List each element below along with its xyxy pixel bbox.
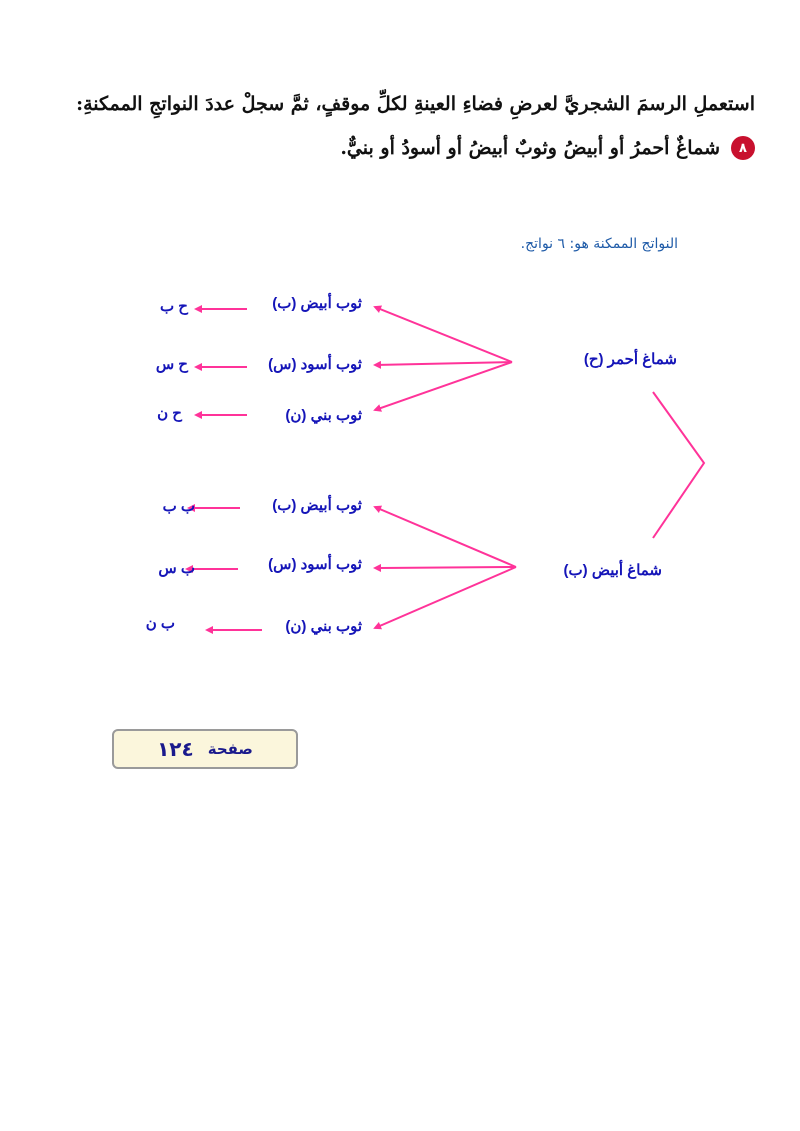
problem-text: شماغٌ أحمرُ أو أبيضُ وثوبٌ أبيضُ أو أسودُ أو بنيٌّ. <box>340 137 720 159</box>
branch-red-white <box>375 307 512 362</box>
problem-number-badge: ٨ <box>731 136 755 160</box>
branch-white-brown <box>375 567 516 628</box>
branch-item: ثوب أبيض (ب) <box>272 295 362 312</box>
page-number-box <box>112 729 298 769</box>
root-white-shemagh: شماغ أبيض (ب) <box>563 562 662 579</box>
outcomes-note: النواتج الممكنة هو: ٦ نواتج. <box>520 236 678 252</box>
page-number: ١٢٤ <box>157 737 194 761</box>
branch-item: ثوب أبيض (ب) <box>272 497 362 514</box>
root-connector <box>653 392 704 538</box>
branch-white-white <box>375 507 516 567</box>
outcome-label: ب ن <box>145 615 175 632</box>
page-word: صفحة <box>207 740 253 758</box>
outcome-label: ب س <box>158 560 195 577</box>
outcome-label: ح س <box>155 356 188 373</box>
outcome-label: ح ن <box>157 405 182 422</box>
branch-red-black <box>375 362 512 365</box>
branch-item: ثوب أسود (س) <box>268 356 362 373</box>
branch-item: ثوب بني (ن) <box>285 618 362 635</box>
instruction-text: استعملِ الرسمَ الشجريَّ لعرضِ فضاءِ العينةِ لكلِّ موقفٍ، ثمَّ سجلْ عددَ النواتجِ الممكنةِ: <box>76 93 755 115</box>
branch-item: ثوب أسود (س) <box>268 556 362 573</box>
branch-red-brown <box>375 362 512 410</box>
branch-white-black <box>375 567 516 568</box>
root-red-shemagh: شماغ أحمر (ح) <box>583 351 677 368</box>
outcome-label: ب ب <box>162 498 195 515</box>
branch-item: ثوب بني (ن) <box>285 407 362 424</box>
outcome-label: ح ب <box>160 298 188 315</box>
